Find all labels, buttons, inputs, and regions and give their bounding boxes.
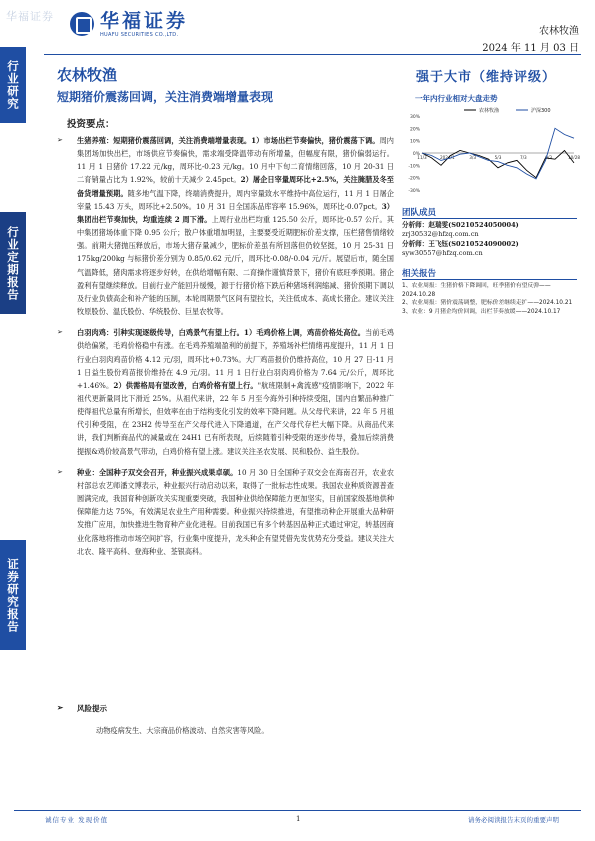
page-number: 1 [296,815,301,823]
key-points-label: 投资要点： [67,119,115,130]
x-tick-label: 11/3 [417,155,427,160]
x-tick-label: 5/3 [494,155,502,160]
text-run: 上周行业出栏均重 125.50 公斤，周环比-0.57 公斤。其中集团猪场体重下降 0.95 公斤；散户体重增加明显，主要要受近期肥标价差支撑，压栏猪售情绪较强。前期大猪抛压释放后，市场大猪存量减少，肥标价差虽有所回落但仍较坚挺，10 月 25-31 日 175kg/200kg 与标猪价差分别为 0.85/0.62 元/斤，周环比-0.08/-0.04 元/斤。展望后市，随全国气温降低，猪肉需求将逐步好转，在供给增幅有限、二育操作谨慎背景下，猪价有底旺季预期。猪企盈利有望继续释放。目前行业产能回升缓慢，源于行猪价格下跌后种猪场利润缩减、猪价预期下调以及行业负债高企和补产能的压制，本轮周期景气区间有望拉长，关注低成本、高成长猪企。建议关注牧原股份、温氏股份、华统股份、巨星农牧等。 [77,214,394,317]
team-divider [402,218,577,219]
y-tick-label: 10% [409,139,420,145]
series-line-1 [422,128,574,179]
paragraph-chicken [57,326,394,458]
related-divider [402,279,577,280]
logo-text: 华福证券 [100,10,189,32]
analyst-name: 赵瑞雯(S0210524050004) [428,221,519,229]
y-tick-label: -20% [408,176,420,182]
rating: 强于大市（维持评级） [416,70,557,85]
text-run: 10 月 30 日全国种子双交会在海南召开，农业农村部总农艺师潘文博表示，种业振兴行动启动以来，取得了一批标志性成果。我国农业种质资源普查圆满完成，我国育种创新攻关实现重要突破，我国种业供给保障能力更加坚实，目前国家级基地供种保障能力达 75%，有效满足农业生产用种需要。种业振兴持续推进，有望推动种企开展重大品种研发推广应用，加快推进生物育种产业化进程。目前我国已有多个转基因品种正式通过审定，转基因商业化落地将推动市场空间扩容，行业集中度提升，龙头种企有望凭借先发优势充分受益。建议关注大北农、隆平高科、登海种业、荃银高科。 [77,467,394,556]
company-logo [70,10,188,38]
report-body [57,134,394,562]
related-reports-list [402,282,578,316]
header-sector: 农林牧渔 [539,26,579,37]
sidebar-industry-research: 行业研究 [0,47,26,123]
bullet-icon: ➢ [57,703,64,712]
text-run: 种业：全国种子双交会召开，种业振兴成果卓硕。 [77,467,238,477]
x-tick-label: 7/3 [519,155,527,160]
related-report-item[interactable]: 2、农业周报：猪价震荡调整，肥标价差继续走扩——2024.10.21 [402,300,573,307]
y-tick-label: 20% [409,127,420,133]
text-run: 2）屠企日宰量周环比+2.5%，关注腌腊及冬至备货增量预期。 [77,175,394,198]
footer-disclaimer: 请务必阅读报告末页的重要声明 [468,816,559,824]
page-title: 农林牧渔 [57,66,118,84]
related-title: 相关报告 [402,269,437,279]
text-run: 3）集团出栏节奏加快，均重连续 2 周下滑。 [77,201,394,224]
logo-subtext: HUAFU SECURITIES CO.,LTD. [100,32,179,38]
paragraph-hog [57,134,394,318]
logo-mark-icon [70,12,94,36]
y-tick-label: -30% [408,189,420,194]
bullet-icon: ➢ [57,328,63,337]
x-tick-label: 10/28 [567,155,581,160]
analyst-2 [402,240,580,258]
y-tick-label: -10% [408,164,420,170]
x-tick-label: 2024/1 [439,155,455,160]
team-title: 团队成员 [402,208,437,218]
related-report-item[interactable]: 1、农业周报：生猪价格下降调回，旺季猪价有望反弹——2024.10.28 [402,283,551,298]
analyst-name: 王飞钰(S0210524090002) [428,240,519,248]
text-run: "航班限制+禽流感"疫情影响下，2022 年祖代更新量同比下滑近 25%。从祖代来讲，22 年 5 月至今海外引种持续受阻，国内自繁品种推广使得祖代总量有所增长，但效率在由于结构变化引发的效率下降问题。从父母代来讲，22 年 5 月祖代引种受阻，在 23H2 传导至在产父母代进入下降通道，在产父母代存栏大幅下降。从商品代来讲，我们判断商品代的减量或在 24H1 已有所表现，后续随着引种受限的逐步传导，叠加后续消费提振&鸡价较高景气带动，白鸡价格有望上涨。建议关注圣农发展、民和股份、益生股份。 [77,380,394,456]
x-tick-label: 9/3 [545,155,553,160]
y-tick-label: 30% [409,115,420,120]
analyst-email: zrj30532@hfzq.com.cn [402,230,479,238]
header-date: 2024 年 11 月 03 日 [482,43,579,54]
sidebar-securities-report: 证券研究报告 [0,540,26,650]
text-run: 生猪养殖：短期猪价震荡回调，关注消费端增量表现。1）市场出栏节奏偏快，猪价震荡下调。 [77,136,380,145]
analyst-1 [402,221,580,239]
footer-divider [14,810,581,811]
text-run: 白羽肉鸡：引种实现逐级传导，白鸡景气有望上行。1）毛鸡价格上调，鸡苗价格处高位。 [77,328,366,338]
paragraph-seed [57,466,394,558]
page-subtitle: 短期猪价震荡回调，关注消费端增量表现 [57,90,274,104]
risk-title-text: 风险提示 [77,704,107,713]
relative-performance-chart [402,104,581,200]
y-tick-label: 0% [412,152,420,157]
text-run: 随多地气温下降，终端消费提升，周内宰量致水平维持中高位运行，11 月 1 日屠企宰量 15.43 万头，周环比+2.50%。10 月 31 日全国冻品库容率 15.96%，周环比-0.07pct。 [77,188,394,211]
sidebar-periodic-report: 行业定期报告 [0,212,26,314]
x-tick-label: 3/3 [469,155,477,160]
chart-title: 一年内行业相对大盘走势 [415,94,498,103]
risk-text: 动物疫病发生、大宗商品价格波动、自然灾害等风险。 [96,726,269,735]
footer-slogan: 诚信专业 发现价值 [45,816,109,824]
text-run: 当前毛鸡供给偏紧，毛鸡价格稳中有涨。在毛鸡养殖端盈利的前提下，养殖场补栏情绪再度提升，11 月 1 日行业白羽肉鸡苗价格 4.12 元/羽，周环比+0.73%。大厂鸡苗报价仍维持高位，10 月 27 日-11 月 1 日益生股份鸡苗报价维持在 4.9 元/羽。11 月 1 日行业白羽肉鸡价格为 7.64 元/公斤，周环比+1.46%。 [77,328,394,390]
bullet-icon: ➢ [57,467,63,476]
analyst-role: 分析师： [402,240,429,248]
risk-title [57,703,107,714]
text-run: 2）供需格局有望改善，白鸡价格有望上行。 [113,380,258,390]
bullet-icon: ➢ [57,136,63,144]
analyst-role: 分析师： [402,221,429,229]
text-run: 周内集团场加快出栏，市场供应节奏偏快，需求端受降温带动有所增量，但幅度有限，猪价偏弱运行。11 月 1 日猪价 17.22 元/kg，周环比-0.23 元/kg。10 月中下旬二育情绪回落，10 月 20-31 日二育销量占比为 1.92%，较前十天减少 2.45pct。 [77,136,394,185]
header-divider [44,54,581,55]
legend-label: 沪深300 [531,108,551,114]
legend-label: 农林牧渔 [479,108,500,114]
analyst-email: syw30557@hfzq.com.cn [402,249,483,257]
watermark: 华福证券 [6,10,54,23]
related-report-item[interactable]: 3、农业：9 月猪企均价回调，出栏节奏放缓——2024.10.17 [402,308,561,315]
